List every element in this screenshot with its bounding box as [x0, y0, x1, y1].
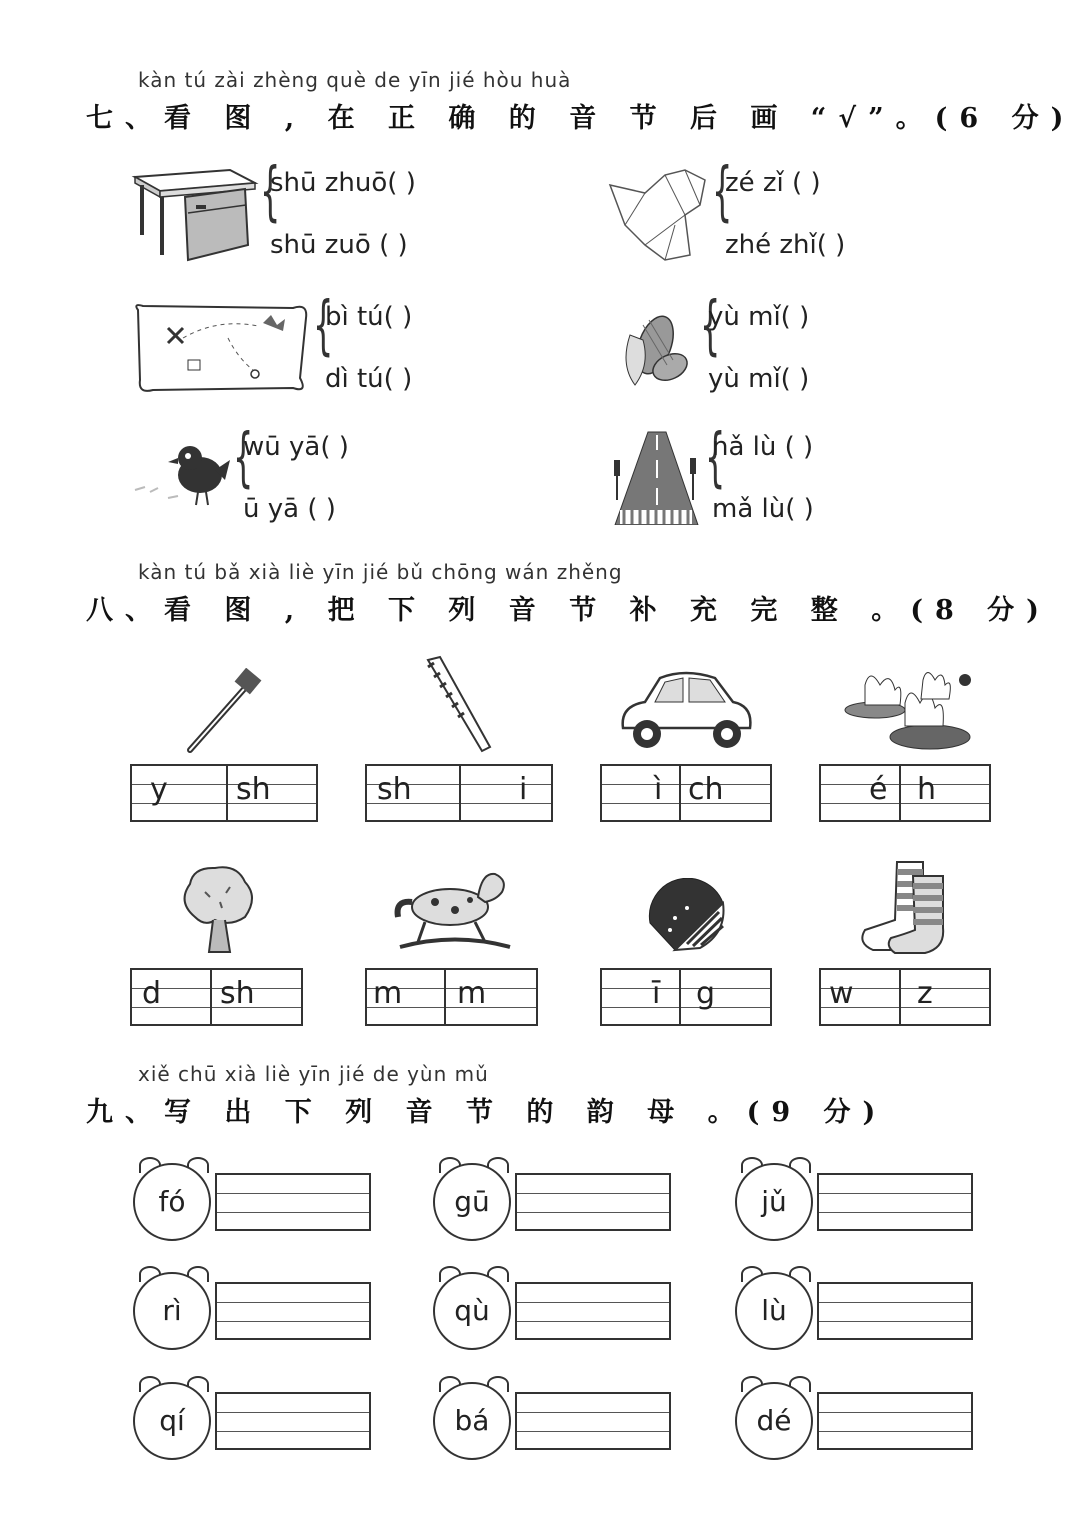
option-text: yù mǐ( ) [708, 302, 810, 332]
answer-box[interactable] [817, 1173, 973, 1231]
desk-image [130, 165, 260, 265]
syllable-text: qù [454, 1294, 490, 1327]
syllable-text: gū [454, 1185, 490, 1218]
syllable-left: y [150, 772, 168, 807]
map-image [128, 298, 313, 398]
option-text: zhé zhǐ( ) [725, 230, 846, 260]
crow-image [130, 440, 235, 510]
syllable-right: i [519, 772, 528, 807]
syllable-text: fó [158, 1185, 186, 1218]
syllable-box[interactable] [365, 764, 553, 822]
option-text: yù mǐ( ) [708, 364, 810, 394]
syllable-circle [133, 1272, 211, 1350]
answer-box[interactable] [515, 1282, 671, 1340]
syllable-circle [133, 1382, 211, 1460]
syllable-left: ī [652, 976, 661, 1011]
rocking-horse-image [390, 862, 520, 954]
syllable-circle [433, 1272, 511, 1350]
syllable-right: ch [688, 772, 724, 807]
syllable-box[interactable] [600, 764, 772, 822]
lotus-image [835, 655, 980, 755]
section9-title: 九、写 出 下 列 音 节 的 韵 母 。(9 分) [86, 1097, 888, 1128]
section7-title: 七、看 图 , 在 正 确 的 音 节 后 画 “√”。(6 分) [86, 103, 1076, 134]
syllable-box[interactable] [130, 968, 303, 1026]
brace: { [313, 289, 334, 363]
syllable-left: m [373, 976, 403, 1011]
option-text: bì tú( ) [325, 302, 413, 332]
syllable-box[interactable] [600, 968, 772, 1026]
syllable-right: h [917, 772, 937, 807]
section8-title: 八、看 图 , 把 下 列 音 节 补 充 完 整 。(8 分) [86, 595, 1051, 626]
option-text: ū yā ( ) [243, 494, 336, 524]
syllable-circle [735, 1163, 813, 1241]
socks-image [855, 858, 950, 958]
answer-box[interactable] [817, 1392, 973, 1450]
answer-box[interactable] [215, 1282, 371, 1340]
option-text: shū zhuō( ) [270, 168, 416, 198]
watermelon-image [645, 878, 730, 958]
option-text: wū yā( ) [243, 432, 349, 462]
toothbrush-image [180, 668, 270, 758]
syllable-text: bá [454, 1404, 490, 1437]
syllable-right: sh [236, 772, 271, 807]
option-text: nǎ lù ( ) [712, 432, 814, 462]
comb-image [420, 655, 500, 755]
section8-pinyin: kàn tú bǎ xià liè yīn jié bǔ chōng wán zhěng [138, 560, 623, 584]
syllable-text: lù [761, 1294, 787, 1327]
syllable-circle [433, 1163, 511, 1241]
syllable-right: z [917, 976, 933, 1011]
answer-box[interactable] [215, 1392, 371, 1450]
syllable-left: sh [377, 772, 412, 807]
syllable-box[interactable] [365, 968, 538, 1026]
syllable-box[interactable] [130, 764, 318, 822]
brace: { [712, 155, 733, 229]
option-text: dì tú( ) [325, 364, 413, 394]
answer-box[interactable] [515, 1173, 671, 1231]
brace: { [233, 421, 254, 495]
brace: { [700, 289, 721, 363]
syllable-right: m [457, 976, 487, 1011]
tree-image [175, 862, 260, 957]
answer-box[interactable] [215, 1173, 371, 1231]
syllable-text: jǔ [761, 1185, 787, 1218]
car-image [615, 668, 755, 753]
syllable-circle [133, 1163, 211, 1241]
syllable-text: rì [162, 1294, 182, 1327]
origami-squirrel-image [605, 165, 715, 265]
answer-box[interactable] [817, 1282, 973, 1340]
syllable-box[interactable] [819, 764, 991, 822]
syllable-left: é [869, 772, 888, 807]
section9-pinyin: xiě chū xià liè yīn jié de yùn mǔ [138, 1062, 489, 1086]
syllable-right: g [696, 976, 716, 1011]
syllable-circle [735, 1272, 813, 1350]
option-text: shū zuō ( ) [270, 230, 408, 260]
option-text: mǎ lù( ) [712, 494, 814, 524]
brace: { [705, 421, 726, 495]
syllable-text: qí [159, 1404, 185, 1437]
syllable-circle [735, 1382, 813, 1460]
corn-image [615, 305, 695, 395]
syllable-left: d [142, 976, 162, 1011]
syllable-text: dé [756, 1404, 792, 1437]
syllable-box[interactable] [819, 968, 991, 1026]
syllable-left: w [829, 976, 854, 1011]
option-text: zé zǐ ( ) [725, 168, 821, 198]
road-image [610, 430, 705, 525]
answer-box[interactable] [515, 1392, 671, 1450]
syllable-right: sh [220, 976, 255, 1011]
syllable-circle [433, 1382, 511, 1460]
section7-pinyin: kàn tú zài zhèng què de yīn jié hòu huà [138, 68, 572, 92]
syllable-left: ì [654, 772, 663, 807]
brace: { [260, 155, 281, 229]
